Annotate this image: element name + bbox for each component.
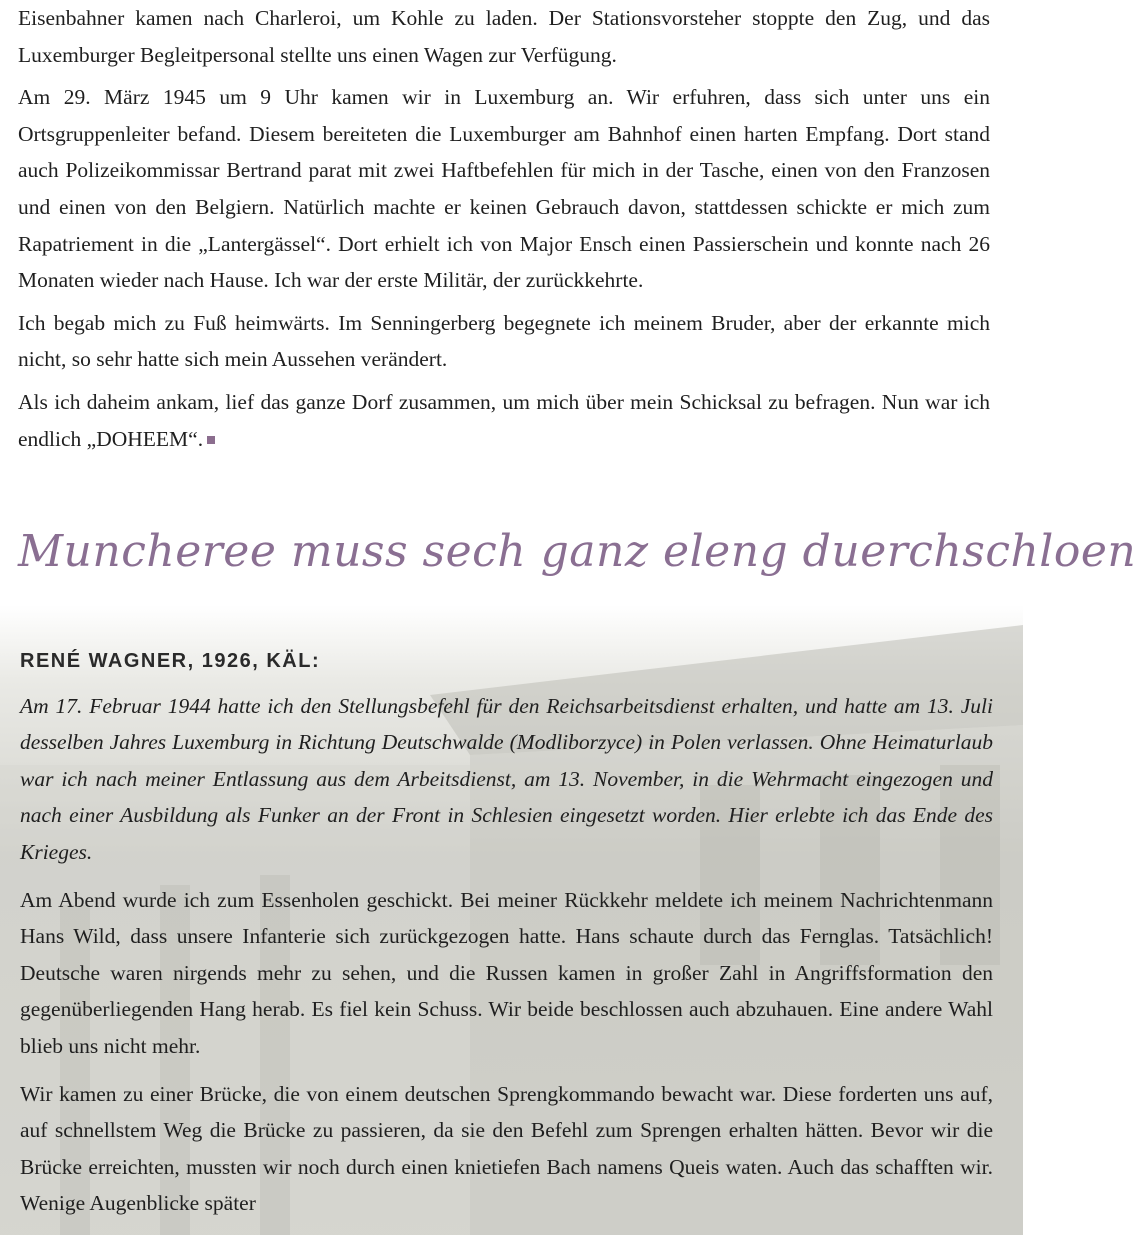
paragraph: Wir kamen zu einer Brücke, die von einem deutschen Sprengkommando bewacht war. Diese forderten uns auf, auf schnellstem Weg die Brücke zu passieren, da sie den Befehl zum Sprengen erhalten hätten. Bevor wir die Brücke erreichten, mussten wir noch durch einen knietiefen Bach namens Queis waten. Auch das schafften wir. Wenige Augenblicke später [20,1082,993,1216]
paragraph-final-text: Als ich daheim ankam, lief das ganze Dorf zusammen, um mich über mein Schicksal zu befragen. Nun war ich endlich „DOHEEM“. [18,389,990,451]
end-of-story-icon [207,436,215,444]
bottom-text-block [20,640,993,1234]
author-line: RENÉ WAGNER, 1926, KÄL: [20,650,321,672]
section-heading: Muncheree muss sech ganz eleng duerchschloen [18,526,1136,577]
paragraph: Am 29. März 1945 um 9 Uhr kamen wir in Luxemburg an. Wir erfuhren, dass sich unter uns ein Ortsgruppenleiter befand. Diesem bereiteten die Luxemburger am Bahnhof einen harten Empfang. Dort stand auch Polizeikommissar Bertrand parat mit zwei Haftbefehlen für mich in der Tasche, einen von den Franzosen und einen von den Belgiern. Natürlich machte er keinen Gebrauch davon, stattdessen schickte er mich zum Rapatriement in die „Lantergässel“. Dort erhielt ich von Major Ensch einen Passierschein und konnte nach 26 Monaten wieder nach Hause. Ich war der erste Militär, der zurückkehrte. [18,85,990,293]
paragraph: Ich begab mich zu Fuß heimwärts. Im Senningerberg begegnete ich meinem Bruder, aber der erkannte mich nicht, so sehr hatte sich mein Aussehen verändert. [18,310,990,372]
top-text-block [18,0,990,463]
paragraph-final [18,384,990,457]
paragraph: Eisenbahner kamen nach Charleroi, um Kohle zu laden. Der Stationsvorsteher stoppte den Zug, und das Luxemburger Begleitpersonal stellte uns einen Wagen zur Verfügung. [18,6,990,67]
intro-paragraph: Am 17. Februar 1944 hatte ich den Stellungsbefehl für den Reichsarbeitsdienst erhalten, und hatte am 13. Juli desselben Jahres Luxemburg in Richtung Deutschwalde (Modliborzyce) in Polen verlassen. Ohne Heimaturlaub war ich nach meiner Entlassung aus dem Arbeitsdienst, am 13. November, in die Wehrmacht eingezogen und nach einer Ausbildung als Funker an der Front in Schlesien eingesetzt worden. Hier erlebte ich das Ende des Krieges. [20,694,993,864]
paragraph: Am Abend wurde ich zum Essenholen geschickt. Bei meiner Rückkehr meldete ich meinem Nachrichtenmann Hans Wild, dass unsere Infanterie sich zurückgezogen hatte. Hans schaute durch das Fernglas. Tatsächlich! Deutsche waren nirgends mehr zu sehen, und die Russen kamen in großer Zahl in Angriffsformation den gegenüberliegenden Hang herab. Es fiel kein Schuss. Wir beide beschlossen auch abzuhauen. Eine andere Wahl blieb uns nicht mehr. [20,888,993,1058]
